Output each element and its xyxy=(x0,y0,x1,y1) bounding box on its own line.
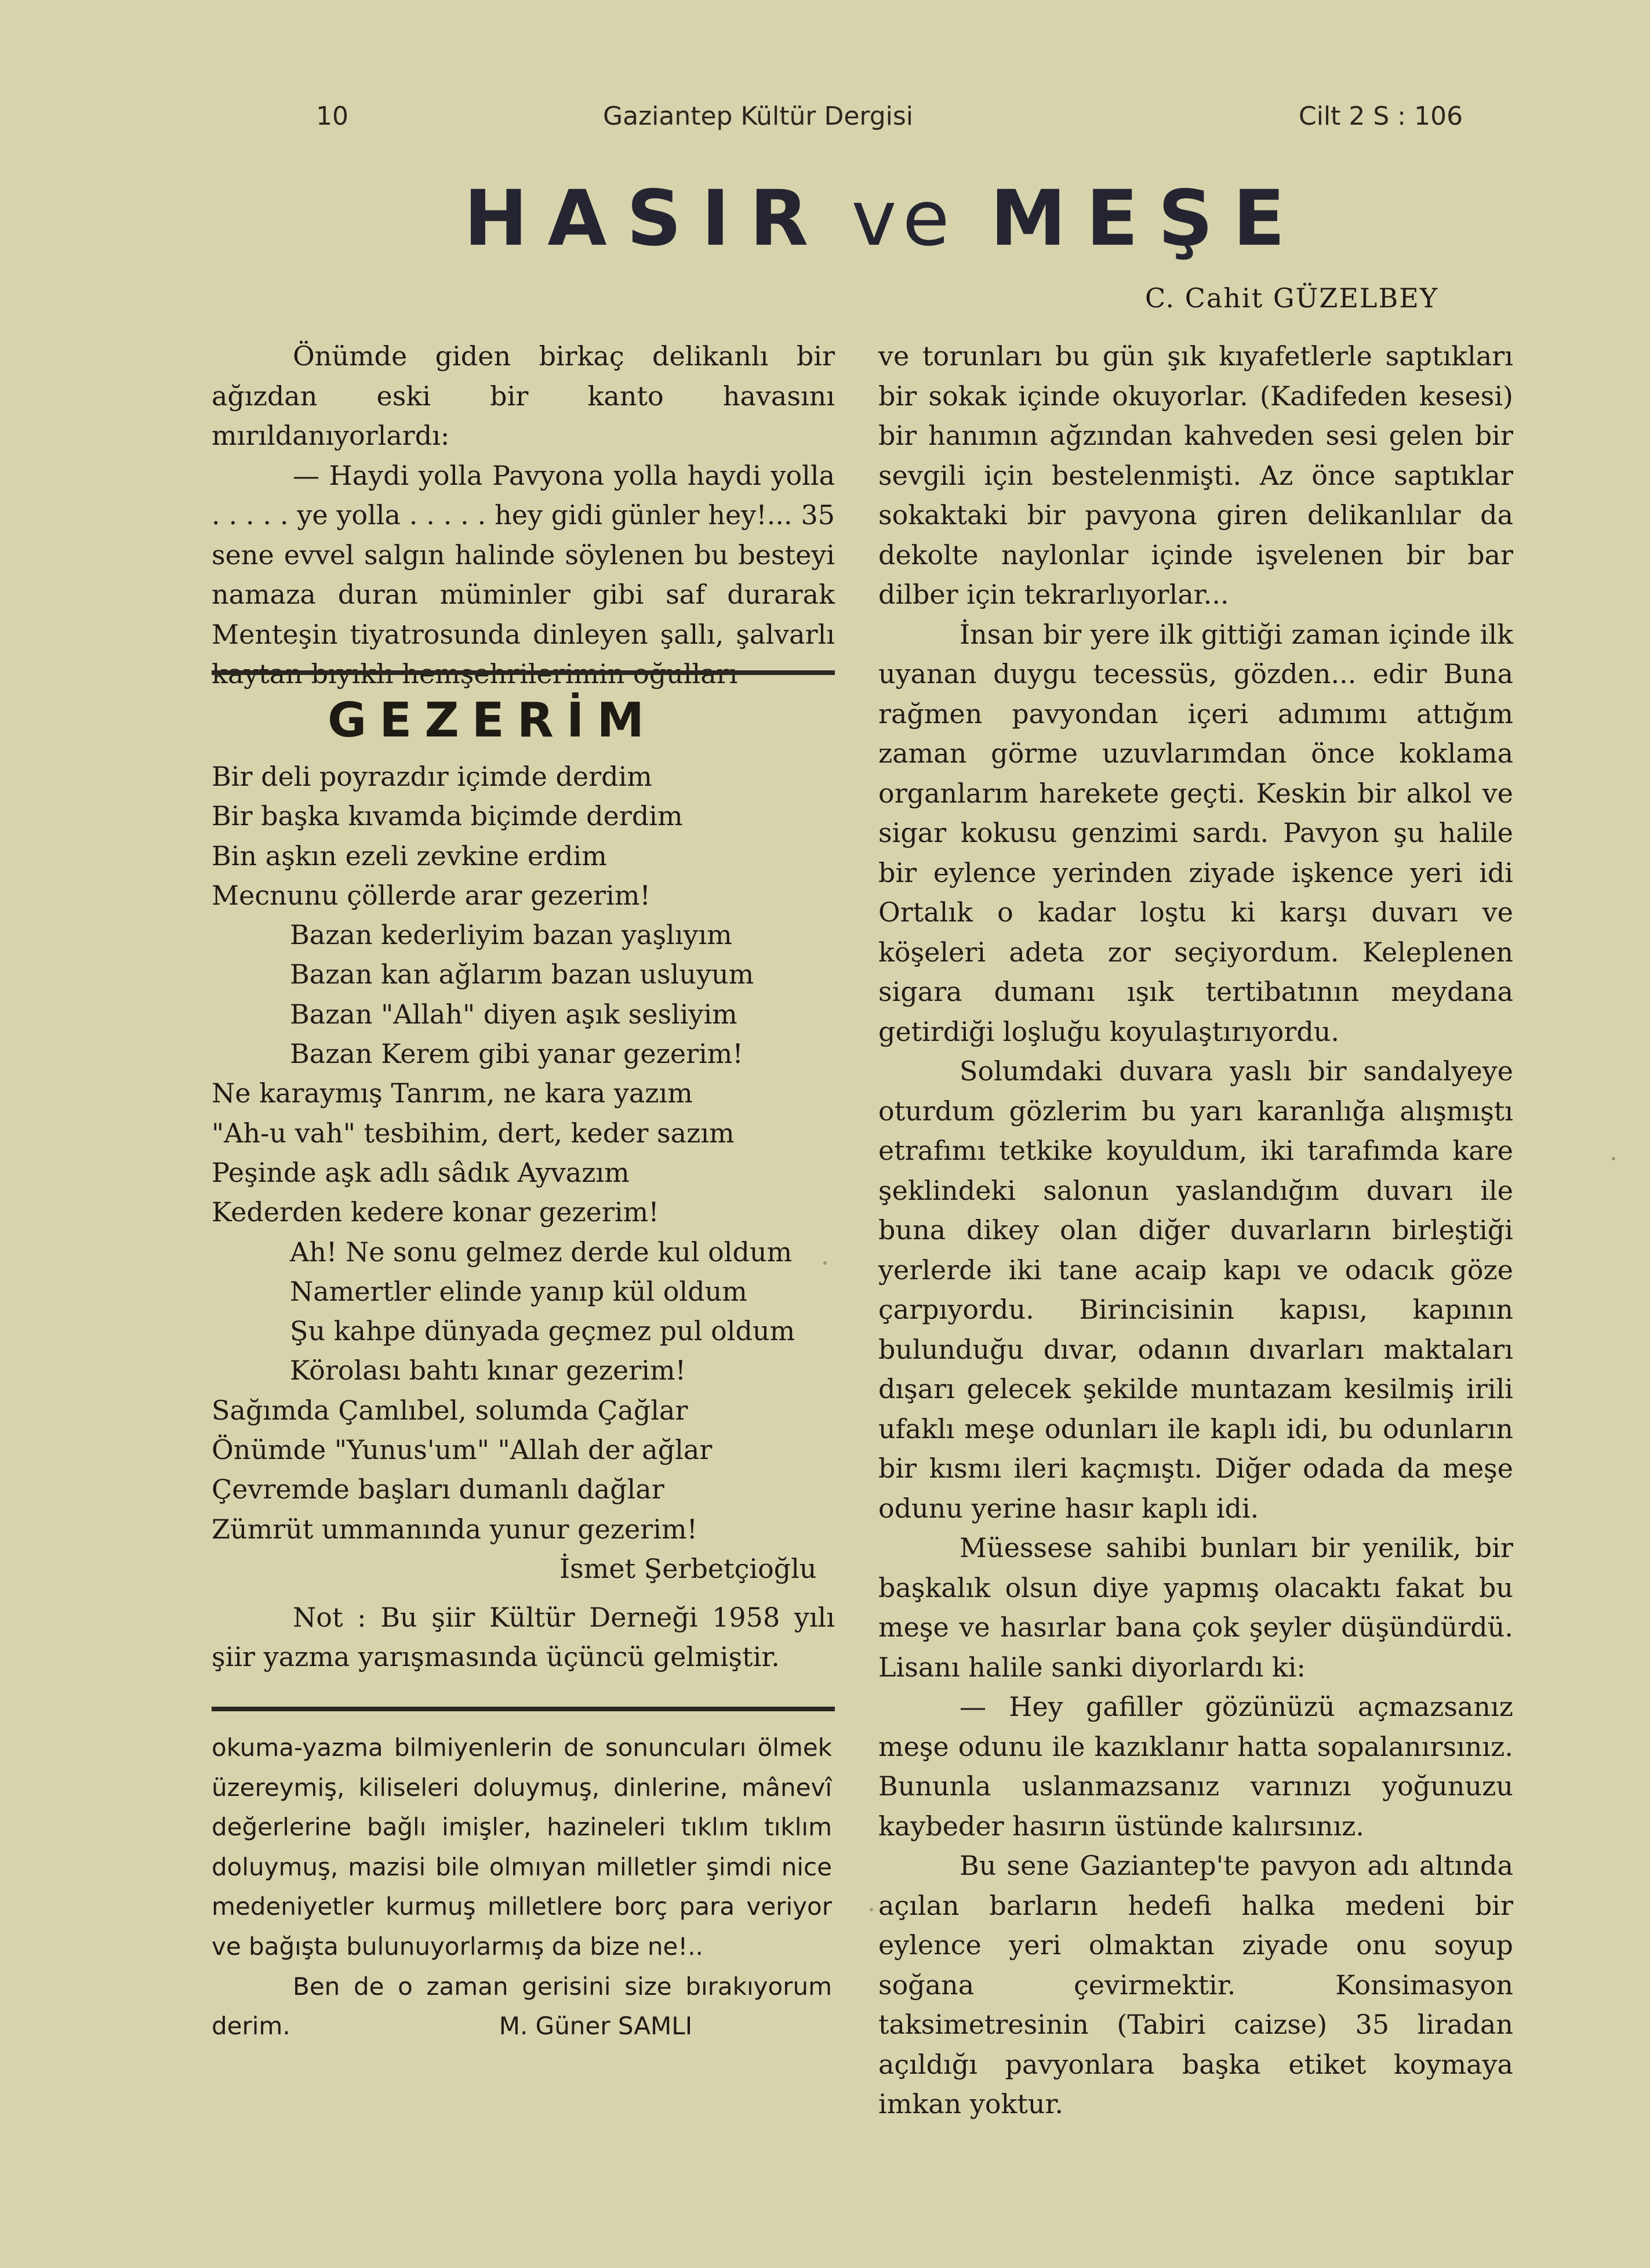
poem-author: İsmet Şerbetçioğlu xyxy=(559,1552,817,1584)
essay-paragraph xyxy=(212,1967,832,2046)
article-author: C. Cahit GÜZELBEY xyxy=(1145,282,1439,314)
poem-line: Sağımda Çamlıbel, solumda Çağlar xyxy=(212,1394,688,1426)
poem-line: Bin aşkın ezeli zevkine erdim xyxy=(212,840,607,872)
poem-line: "Ah-u vah" tesbihim, dert, keder sazım xyxy=(212,1117,735,1149)
poem-line: Bazan kederliyim bazan yaşlıyım xyxy=(290,919,732,951)
poem-line: Bir deli poyrazdır içimde derdim xyxy=(212,761,652,792)
article-paragraph: Bu sene Gaziantep'te pavyon adı altında açılan barların hedefi halka medeni bir eylence yeri olmaktan ziyade onu soyup soğana çevirmektir. Konsimasyon taksimetresinin (Tabiri caizse) 35 liradan açıldığı pavyonlara başka etiket koymaya imkan yoktur. xyxy=(878,1850,1513,2120)
poem-line: Kederden kedere konar gezerim! xyxy=(212,1196,659,1228)
article-paragraph: Solumdaki duvara yaslı bir sandalyeye oturdum gözlerim bu yarı karanlığa alışmıştı etrafımı tetkike koyuldum, iki tarafımda kare şeklindeki salonun yaslandığım duvarı ile buna dikey olan diğer duvarların birleştiği yerlerde iki tane acaip kapı ve odacık göze çarpıyordu. Birincisinin kapısı, kapının bulunduğu dıvar, odanın dıvarları maktaları dışarı gelecek şekilde muntazam kesilmiş irili ufaklı meşe odunları ile kaplı idi, bu odunların bir kısmı ileri kaçmıştı. Diğer odada da meşe odunu yerine hasır kaplı idi. xyxy=(878,1055,1513,1524)
article-paragraph: — Hey gafiller gözünüzü açmazsanız meşe odunu ile kazıklanır hatta sopalanırsınız. Bununla uslanmazsanız varınızı yoğunuzu kaybeder hasırın üstünde kalırsınız. xyxy=(878,1691,1513,1842)
title-word-hasir: HASIR xyxy=(464,174,828,263)
section-divider xyxy=(212,1707,835,1711)
title-word-ve: ve xyxy=(851,174,955,263)
article-right-column xyxy=(878,336,1513,2124)
poem-line: Önümde "Yunus'um" "Allah der ağlar xyxy=(212,1434,713,1466)
journal-name: Gaziantep Kültür Dergisi xyxy=(603,101,914,131)
poem-line: Bazan kan ağlarım bazan usluyum xyxy=(290,959,754,990)
article-paragraph: Önümde giden birkaç delikanlı bir ağızdan eski bir kanto havasını mırıldanıyorlardı: xyxy=(212,340,835,451)
article-paragraph: — Haydi yolla Pavyona yolla haydi yolla . . . . . ye yolla . . . . . hey gidi günler hey!... 35 sene evvel salgın halinde söylenen bu besteyi namaza duran müminler gibi saf durarak Menteşin tiyatrosunda dinleyen şallı, şalvarlı xyxy=(212,459,835,650)
paper-speck xyxy=(1612,1157,1615,1160)
issue-info: Cilt 2 S : 106 xyxy=(1299,101,1463,131)
article-paragraph: ve torunları bu gün şık kıyafetlerle saptıkları bir sokak içinde okuyorlar. (Kadifeden kesesi) bir hanımın ağzından kahveden sesi gelen bir sevgili için bestelenmişti. Az önce saptıklar sokaktaki bir pavyona giren delikanlılar da dekolte naylonlar içinde işvelenen bir bar dilber için tekrarlıyorlar... xyxy=(878,340,1513,610)
poem-line: Zümrüt ummanında yunur gezerim! xyxy=(212,1513,698,1545)
poem-line: Körolası bahtı kınar gezerim! xyxy=(290,1355,686,1387)
poem-line: Bir başka kıvamda biçimde derdim xyxy=(212,800,683,832)
essay-paragraph: okuma-yazma bilmiyenlerin de sonuncuları ölmek üzereymiş, kiliseleri doluymuş, dinlerine, mânevî değerlerine bağlı imişler, hazineleri tıklım tıklım doluymuş, mazisi bile olmıyan milletler şimdi nice medeniyetler kurmuş milletlere borç para veriyor ve bağışta bulunuyorlarmış da bize ne!.. xyxy=(212,1733,832,1961)
page-number: 10 xyxy=(316,101,348,131)
article-left-column xyxy=(212,336,835,694)
essay-author: M. Güner SAMLI xyxy=(499,2012,693,2041)
section-divider xyxy=(212,670,835,675)
poem-line: Şu kahpe dünyada geçmez pul oldum xyxy=(290,1315,795,1347)
poem-note-text: Not : Bu şiir Kültür Derneği 1958 yılı şiir yazma yarışmasında üçüncü gelmiştir. xyxy=(212,1602,835,1672)
poem-line: Mecnunu çöllerde arar gezerim! xyxy=(212,879,650,911)
paper-speck xyxy=(870,1908,873,1911)
poem-line: Bazan "Allah" diyen aşık sesliyim xyxy=(290,998,737,1030)
paper-speck xyxy=(823,1261,827,1265)
poem-body xyxy=(212,757,835,1588)
essay-closing-text: Ben de o zaman gerisini size bırakıyorum derim. xyxy=(212,1972,832,2041)
article-paragraph: Müessese sahibi bunları bir yenilik, bir başkalık olsun diye yapmış olacaktı fakat bu meşe ve hasırlar bana çok şeyler düşündürdü. Lisanı halile sanki diyorlardı ki: xyxy=(878,1532,1513,1683)
article-paragraph: İnsan bir yere ilk gittiği zaman içinde ilk uyanan duygu tecessüs, gözden... edir Buna rağmen pavyondan içeri adımımı attığım zaman görme uzuvlarımdan önce koklama organlarım harekete geçti. Keskin bir alkol ve sigar kokusu genzimi sardı. Pavyon şu halile bir eylence yerinden ziyade işkence yeri idi Ortalık o kadar loştu ki karşı duvarı ve köşeleri adeta zor seçiyordum. Keleplenen sigara dumanı ışık tertibatının meydana getirdiği loşluğu koyulaştırıyordu. xyxy=(878,618,1513,1047)
poem-line: Ah! Ne sonu gelmez derde kul oldum xyxy=(290,1236,793,1268)
poem-line: Ne karaymış Tanrım, ne kara yazım xyxy=(212,1077,693,1109)
poem-line: Çevremde başları dumanlı dağlar xyxy=(212,1474,664,1505)
article-title xyxy=(464,174,1305,263)
title-word-mese: MEŞE xyxy=(990,174,1305,263)
poem-note xyxy=(212,1598,835,1676)
poem-title: GEZERİM xyxy=(328,693,657,748)
poem-line: Peşinde aşk adlı sâdık Ayvazım xyxy=(212,1156,630,1188)
essay-fragment xyxy=(212,1728,832,2046)
poem-line: Bazan Kerem gibi yanar gezerim! xyxy=(290,1038,743,1070)
poem-line: Namertler elinde yanıp kül oldum xyxy=(290,1275,747,1307)
